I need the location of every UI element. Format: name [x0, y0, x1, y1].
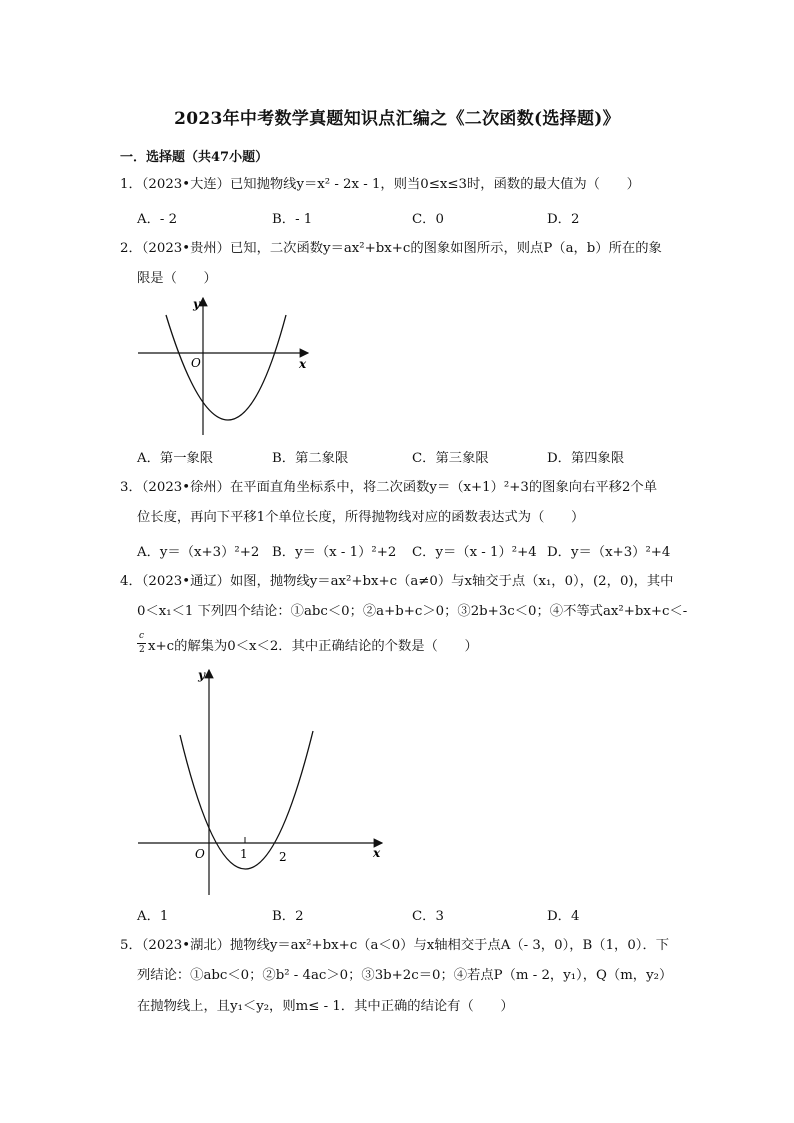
document-title: 2023年中考数学真题知识点汇编之《二次函数(选择题)》	[174, 109, 620, 129]
question-5-text-line-3: 在抛物线上，且y₁＜y₂，则m≤ - 1．其中正确的结论有（ ）	[137, 999, 514, 1014]
section-heading: 一．选择题（共47小题）	[120, 150, 269, 165]
question-3-text-line-1: 3．（2023•徐州）在平面直角坐标系中，将二次函数y＝（x+1）²+3的图象向右平移2个单	[120, 480, 657, 495]
q1-option-b: B．- 1	[272, 212, 313, 227]
question-5-text-line-2: 列结论：①abc＜0；②b² - 4ac＞0；③3b+2c＝0；④若点P（m - 2，y₁），Q（m，y₂）	[137, 968, 673, 983]
q3-option-d: D．y＝（x+3）²+4	[547, 545, 671, 560]
q4-option-b: B．2	[272, 909, 304, 924]
q3-option-c: C．y＝（x - 1）²+4	[412, 545, 537, 560]
q1-option-c: C．0	[412, 212, 444, 227]
q4-option-c: C．3	[412, 909, 444, 924]
question-4-text-line-1: 4．（2023•通辽）如图，抛物线y＝ax²+bx+c（a≠0）与x轴交于点（x₁，0），(2，0)，其中	[120, 574, 674, 589]
q2-parabola-curve	[166, 315, 286, 420]
q1-option-d: D．2	[547, 212, 580, 227]
q1-option-a: A．- 2	[137, 212, 178, 227]
q3-option-a: A．y＝（x+3）²+2	[137, 545, 260, 560]
q2-x-label: x	[299, 357, 307, 371]
q2-origin-label: O	[191, 356, 201, 370]
question-2-graph	[130, 290, 320, 440]
question-4-text-line-3: x+c的解集为0＜x＜2．其中正确结论的个数是（ ）	[148, 639, 478, 654]
q4-fraction-bar	[137, 643, 146, 644]
q4-fraction-numerator: c	[139, 631, 145, 641]
q4-x-label: x	[373, 846, 381, 860]
q2-option-d: D．第四象限	[547, 451, 625, 466]
question-5-text-line-1: 5．（2023•湖北）抛物线y＝ax²+bx+c（a＜0）与x轴相交于点A（- 3，0），B（1，0）．下	[120, 938, 670, 953]
q4-tick-1-label: 1	[240, 847, 248, 861]
q2-option-c: C．第三象限	[412, 451, 489, 466]
question-4-text-line-2: 0＜x₁＜1 下列四个结论：①abc＜0；②a+b+c＞0；③2b+3c＜0；④不等式ax²+bx+c＜-	[137, 604, 688, 619]
question-1-text: 1．（2023•大连）已知抛物线y＝x² - 2x - 1，则当0≤x≤3时，函数的最大值为（ ）	[120, 177, 640, 192]
q4-option-d: D．4	[547, 909, 580, 924]
question-4-graph	[130, 665, 390, 900]
question-2-text-line-1: 2．（2023•贵州）已知，二次函数y＝ax²+bx+c的图象如图所示，则点P（a，b）所在的象	[120, 241, 662, 256]
question-2-text-line-2: 限是（ ）	[137, 271, 217, 286]
q2-y-label: y	[193, 297, 200, 311]
q2-option-a: A．第一象限	[137, 451, 214, 466]
q4-tick-2-label: 2	[279, 850, 287, 864]
q4-origin-label: O	[195, 847, 205, 861]
q2-option-b: B．第二象限	[272, 451, 349, 466]
q4-fraction-denominator: 2	[139, 645, 145, 655]
question-3-text-line-2: 位长度，再向下平移1个单位长度，所得抛物线对应的函数表达式为（ ）	[137, 510, 585, 525]
q3-option-b: B．y＝（x - 1）²+2	[272, 545, 397, 560]
q4-y-label: y	[198, 668, 205, 682]
q4-option-a: A．1	[137, 909, 169, 924]
